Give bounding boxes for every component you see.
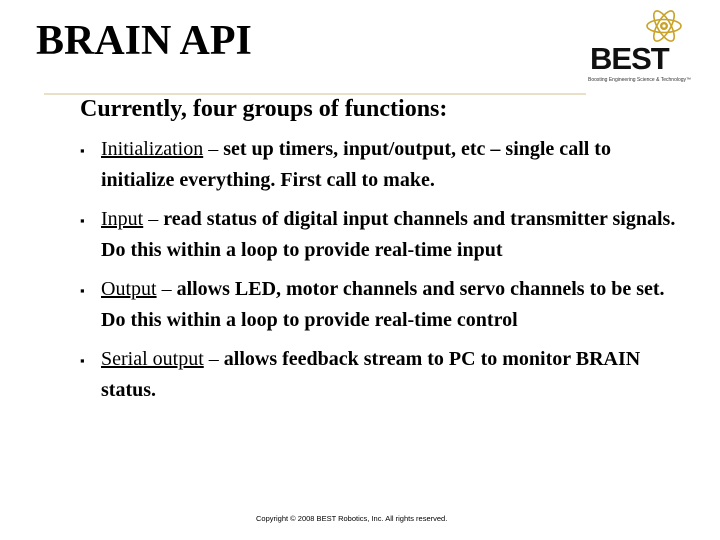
- bullet-text: read status of digital input channels and transmitter signals. Do this within a loop to provide real-time input: [101, 208, 676, 261]
- bullet-term: Output: [101, 278, 157, 300]
- slide-title: BRAIN API: [36, 18, 252, 64]
- atom-icon: [644, 6, 684, 46]
- bullet-dash: –: [143, 208, 164, 230]
- best-logo: [586, 6, 698, 86]
- title-divider: [44, 93, 586, 95]
- bullet-dash: –: [203, 138, 224, 160]
- bullet-marker-icon: ▪: [80, 353, 85, 368]
- bullet-text: set up timers, input/output, etc – single call to initialize everything. First call to make.: [101, 138, 611, 191]
- bullet-serial-output: [80, 344, 680, 406]
- bullet-marker-icon: ▪: [80, 143, 85, 158]
- bullet-text: allows feedback stream to PC to monitor BRAIN status.: [101, 348, 641, 401]
- logo-wordmark: BEST: [590, 41, 669, 76]
- bullet-text: allows LED, motor channels and servo channels to be set. Do this within a loop to provide real-time control: [101, 278, 665, 331]
- bullet-dash: –: [156, 278, 177, 300]
- bullet-term: Serial output: [101, 348, 204, 370]
- bullet-list: [80, 134, 680, 406]
- bullet-marker-icon: ▪: [80, 213, 85, 228]
- copyright-footer: Copyright © 2008 BEST Robotics, Inc. All rights reserved.: [256, 514, 448, 523]
- bullet-term: Input: [101, 208, 144, 230]
- bullet-term: Initialization: [101, 138, 204, 160]
- bullet-dash: –: [203, 348, 224, 370]
- bullet-initialization: [80, 134, 680, 196]
- bullet-output: [80, 274, 680, 336]
- bullet-marker-icon: ▪: [80, 283, 85, 298]
- logo-tagline: Boosting Engineering Science & Technology™: [588, 77, 692, 83]
- slide-subtitle: Currently, four groups of functions:: [80, 96, 448, 122]
- bullet-input: [80, 204, 680, 266]
